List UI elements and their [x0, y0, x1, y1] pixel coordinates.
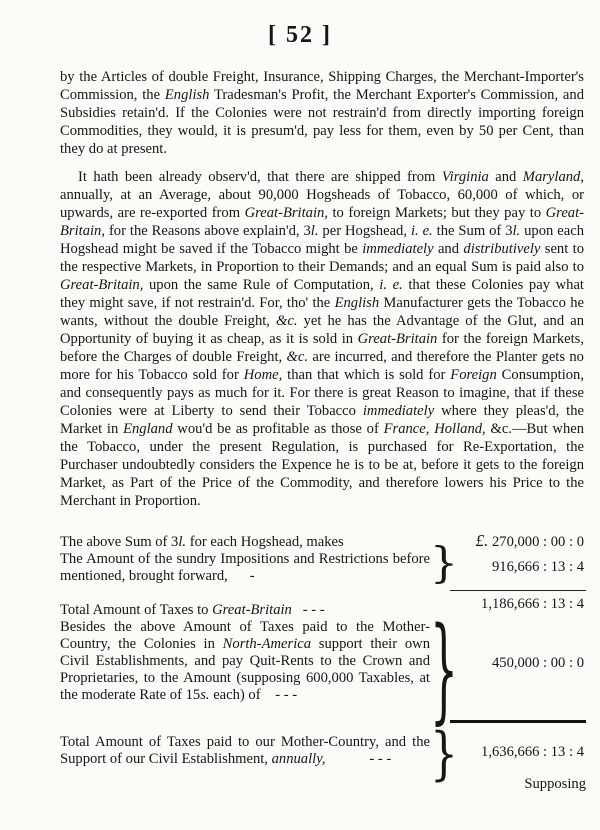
sum-rule — [450, 590, 586, 591]
row-amount: £. 270,000 : 00 : 0 — [475, 531, 584, 550]
row-amount: 916,666 : 13 : 4 — [491, 559, 584, 575]
paragraph-1: by the Articles of double Freight, Insurance, Shipping Charges, the Merchant-Importer's Commission, the English Tradesman's Profit, the Merchant Exporter's Commission, and Subsidies retain'd. If the Colonies were not restrain'd from directly importing foreign Commodities, they would, it is presum'd, pay less for them, even by 50 per Cent, than they do at present. — [60, 69, 584, 157]
row-description: Besides the above Amount of Taxes paid to the Mother-Country, the Colonies in North-America support their own Civil Establishments, and pay Quit-Rents to the Crown and Proprietaries, to the Amount (supposing 600,000 Taxables, at the moderate Rate of 15s. each) of - - - — [60, 619, 430, 703]
paragraph-2: It hath been already observ'd, that there are shipped from Virginia and Maryland, annually, at an Average, about 90,000 Hogsheads of Tobacco, 60,000 of which, or upwards, are re-exported from Great-Britain, to foreign Markets; but they pay to Great-Britain, for the Reasons above explain'd, 3l. per Hogshead, i. e. the Sum of 3l. upon each Hogshead might be saved if the Tobacco might be immediately and distributively sent to the respective Markets, in Proportion to their Demands; and an equal Sum is paid also to Great-Britain, upon the same Rule of Computation, i. e. that these Colonies pay what they might save, if not restrain'd. For, tho' the English Manufacturer gets the Tobacco he wants, without the double Freight, &c. yet he has the Advantage of the Glut, and an Opportunity of buying it as cheap, as it is sold in Great-Britain for the foreign Markets, before the Charges of double Freight, &c. are incurred, and therefore the Planter gets no more for his Tobacco sold for Home, than that which is sold for Foreign Consumption, and consequently pays as much for it. For there is great Reason to imagine, that if these Colonies were at Liberty to send their Tobacco immediately where they pleas'd, the Market in England wou'd be as profitable as those of France, Holland, &c.—But when the Tobacco, under the present Regulation, is purchased for Re-Exportation, the Purchaser undoubtedly considers the Expence he is to be at, before it gets to the foreign Market, as Part of the Price of the Commodity, and therefore lowers his Price to the Merchant in Proportion. — [60, 169, 585, 509]
brace-mark: } — [430, 539, 458, 588]
row-amount: 1,186,666 : 13 : 4 — [481, 596, 584, 612]
row-description: Total Amount of Taxes paid to our Mother-Country, and the Support of our Civil Establishment, annually, - - - — [60, 734, 430, 767]
row-description: Total Amount of Taxes to Great-Britain - - - — [60, 602, 325, 618]
catchword: Supposing — [524, 776, 586, 792]
brace-mark: } — [430, 604, 458, 738]
row-amount: 450,000 : 00 : 0 — [491, 655, 584, 671]
row-description: The Amount of the sundry Impositions and Restrictions before mentioned, brought forward, - — [60, 551, 430, 584]
brace-mark: } — [430, 720, 458, 788]
row-amount: 1,636,666 : 13 : 4 — [481, 744, 584, 760]
page-number: [ 52 ] — [268, 22, 332, 48]
total-rule — [450, 720, 586, 723]
row-description: The above Sum of 3l. for each Hogshead, makes — [60, 534, 344, 550]
